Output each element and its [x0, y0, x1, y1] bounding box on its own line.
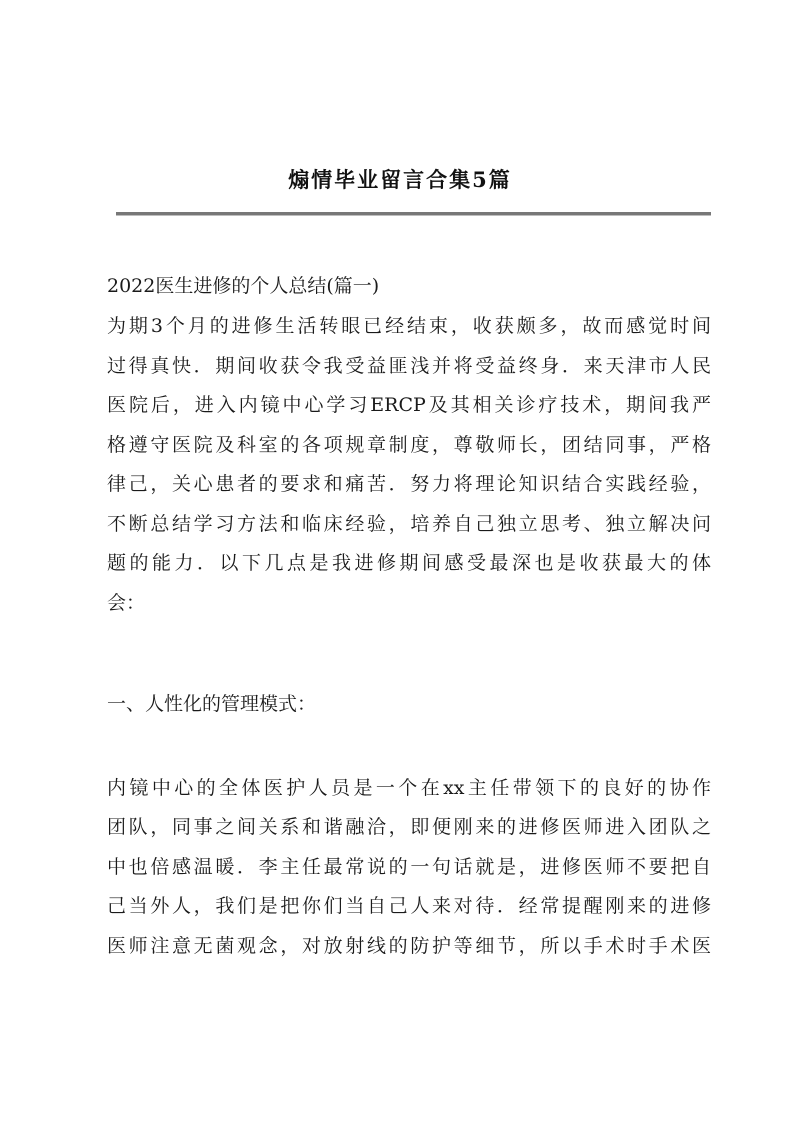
title-divider [116, 212, 711, 216]
paragraph-line: 题的能力．以下几点是我进修期间感受最深也是收获最大的体 [107, 552, 711, 574]
section-heading: 2022医生进修的个人总结(篇一) [107, 275, 380, 297]
document-title: 煽情毕业留言合集5篇 [288, 167, 512, 192]
paragraph-line: 己当外人，我们是把你们当自己人来对待．经常提醒刚来的进修 [107, 895, 711, 917]
paragraph-line: 内镜中心的全体医护人员是一个在xx主任带领下的良好的协作 [107, 777, 711, 799]
paragraph-line: 格遵守医院及科室的各项规章制度，尊敬师长，团结同事，严格 [107, 434, 711, 456]
paragraph-line: 会： [107, 592, 146, 614]
paragraph-line: 律己，关心患者的要求和痛苦．努力将理论知识结合实践经验， [107, 473, 711, 495]
paragraph-line: 为期3个月的进修生活转眼已经结束，收获颇多，故而感觉时间 [107, 315, 711, 337]
paragraph-line: 医院后，进入内镜中心学习ERCP及其相关诊疗技术，期间我严 [107, 394, 711, 416]
paragraph-line: 中也倍感温暖．李主任最常说的一句话就是，进修医师不要把自 [107, 856, 711, 878]
section-heading: 一、人性化的管理模式： [107, 693, 317, 715]
paragraph-line: 团队，同事之间关系和谐融洽，即便刚来的进修医师进入团队之 [107, 816, 711, 838]
paragraph-line: 过得真快．期间收获令我受益匪浅并将受益终身．来天津市人民 [107, 355, 711, 377]
paragraph-line: 医师注意无菌观念，对放射线的防护等细节，所以手术时手术医 [107, 935, 711, 957]
paragraph-line: 不断总结学习方法和临床经验，培养自己独立思考、独立解决问 [107, 513, 711, 535]
